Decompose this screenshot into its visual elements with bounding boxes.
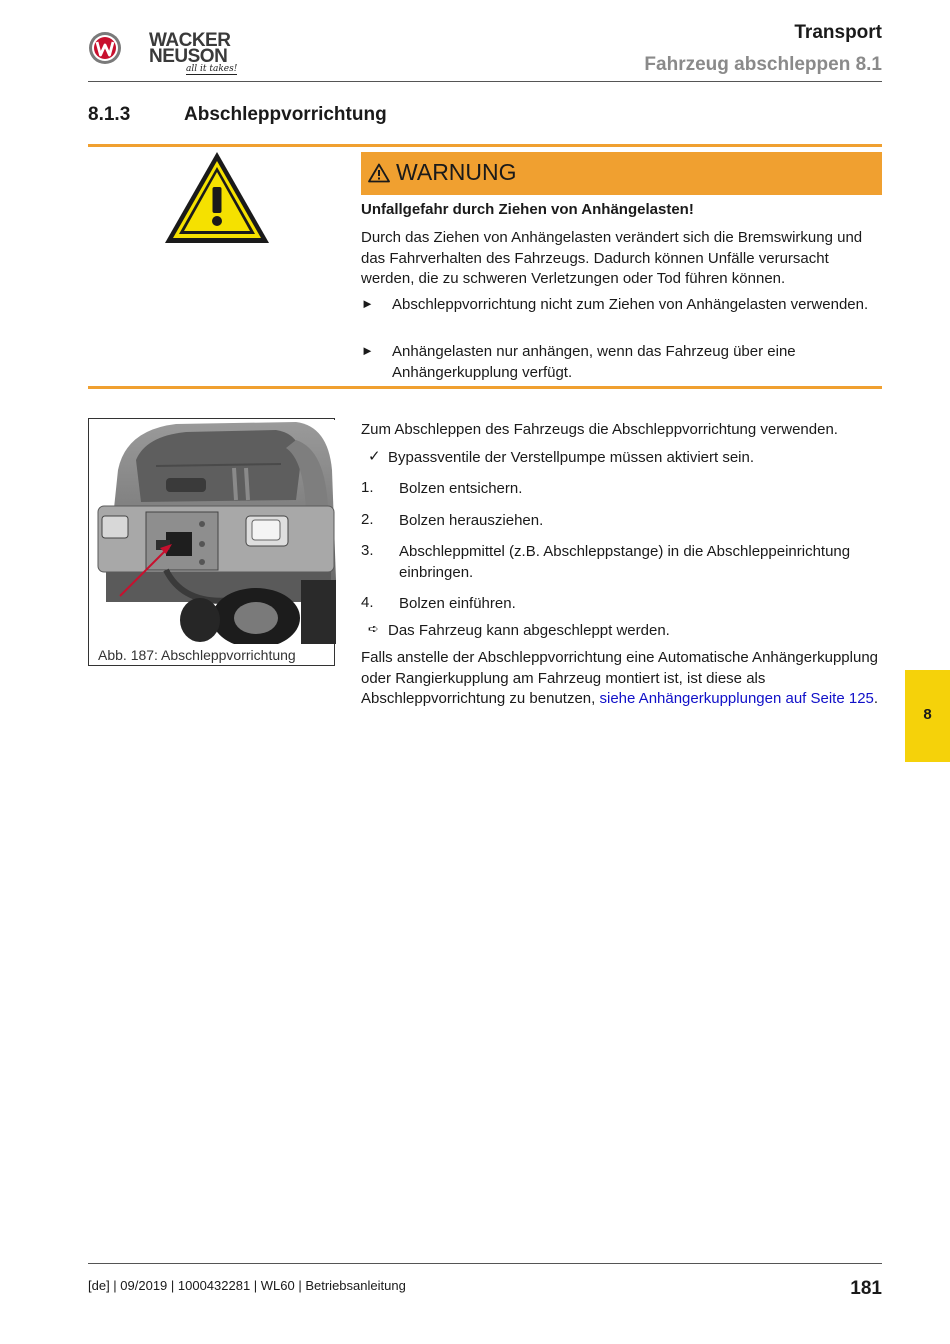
bullet-marker: ► <box>361 296 374 311</box>
warning-description: Durch das Ziehen von Anhängelasten verändert sich die Bremswirkung und das Fahrverhalten des Fahrzeugs. Dadurch können Unfälle verursacht werden, die zu schweren Verletzungen oder Tod führen können. <box>361 229 863 287</box>
step-number: 2. <box>361 511 374 528</box>
step-text: Bolzen einführen. <box>399 595 516 612</box>
result-arrow-icon: ➪ <box>368 621 379 636</box>
warning-triangle-icon <box>368 163 390 183</box>
step-text: Bolzen entsichern. <box>399 480 523 497</box>
step-text: Abschleppmittel (z.B. Abschleppstange) in die Abschleppeinrichtung einbringen. <box>399 543 851 581</box>
warning-bullet-2: Anhängelasten nur anhängen, wenn das Fahrzeug über eine Anhängerkupplung verfügt. <box>392 343 796 381</box>
final-note-suffix: . <box>873 690 879 707</box>
result-text: Das Fahrzeug kann abgeschleppt werden. <box>388 622 670 639</box>
bullet-marker: ► <box>361 343 374 358</box>
footer-divider <box>88 1263 882 1264</box>
warning-label: WARNUNG <box>396 159 517 185</box>
footer-document-info: [de] | 09/2019 | 1000432281 | WL60 | Betriebsanleitung <box>88 1278 406 1293</box>
brand-name-line2: NEUSON <box>149 46 228 67</box>
checkmark-icon: ✓ <box>368 448 381 465</box>
step-text: Bolzen herausziehen. <box>399 512 544 529</box>
instruction-intro: Zum Abschleppen des Fahrzeugs die Abschleppvorrichtung verwenden. <box>361 421 838 438</box>
step-number: 3. <box>361 542 374 559</box>
warning-subtitle: Unfallgefahr durch Ziehen von Anhängelasten! <box>361 201 694 218</box>
warning-bullet-1: Abschleppvorrichtung nicht zum Ziehen von Anhängelasten verwenden. <box>392 296 869 313</box>
warning-bottom-rule <box>88 386 882 389</box>
precondition-text: Bypassventile der Verstellpumpe müssen aktiviert sein. <box>388 449 755 466</box>
brand-tagline: all it takes! <box>186 64 238 74</box>
towing-device-photo <box>96 420 336 644</box>
header-chapter-title: Transport <box>794 22 882 43</box>
chapter-tab-label: 8 <box>923 706 932 723</box>
header-divider <box>88 81 882 82</box>
figure-caption: Abb. 187: Abschleppvorrichtung <box>98 647 296 663</box>
brand-name-line1: WACKER <box>149 30 231 51</box>
step-number: 4. <box>361 594 374 611</box>
final-note-text: Falls anstelle der Abschleppvorrichtung eine Automatische Anhängerkupplung oder Rangierkupplung am Fahrzeug montiert ist, ist diese als Abschleppvorrichtung zu benutzen, <box>361 649 879 707</box>
section-title: Abschleppvorrichtung <box>184 104 387 125</box>
warning-sign-icon <box>163 150 271 246</box>
header-section-title: Fahrzeug abschleppen 8.1 <box>644 54 882 75</box>
cross-reference-link[interactable]: siehe Anhängerkupplungen auf Seite 125 <box>599 690 874 707</box>
final-note <box>361 648 882 710</box>
section-number: 8.1.3 <box>88 104 131 125</box>
step-number: 1. <box>361 479 374 496</box>
page-number: 181 <box>850 1278 882 1299</box>
warning-top-rule <box>88 144 882 147</box>
